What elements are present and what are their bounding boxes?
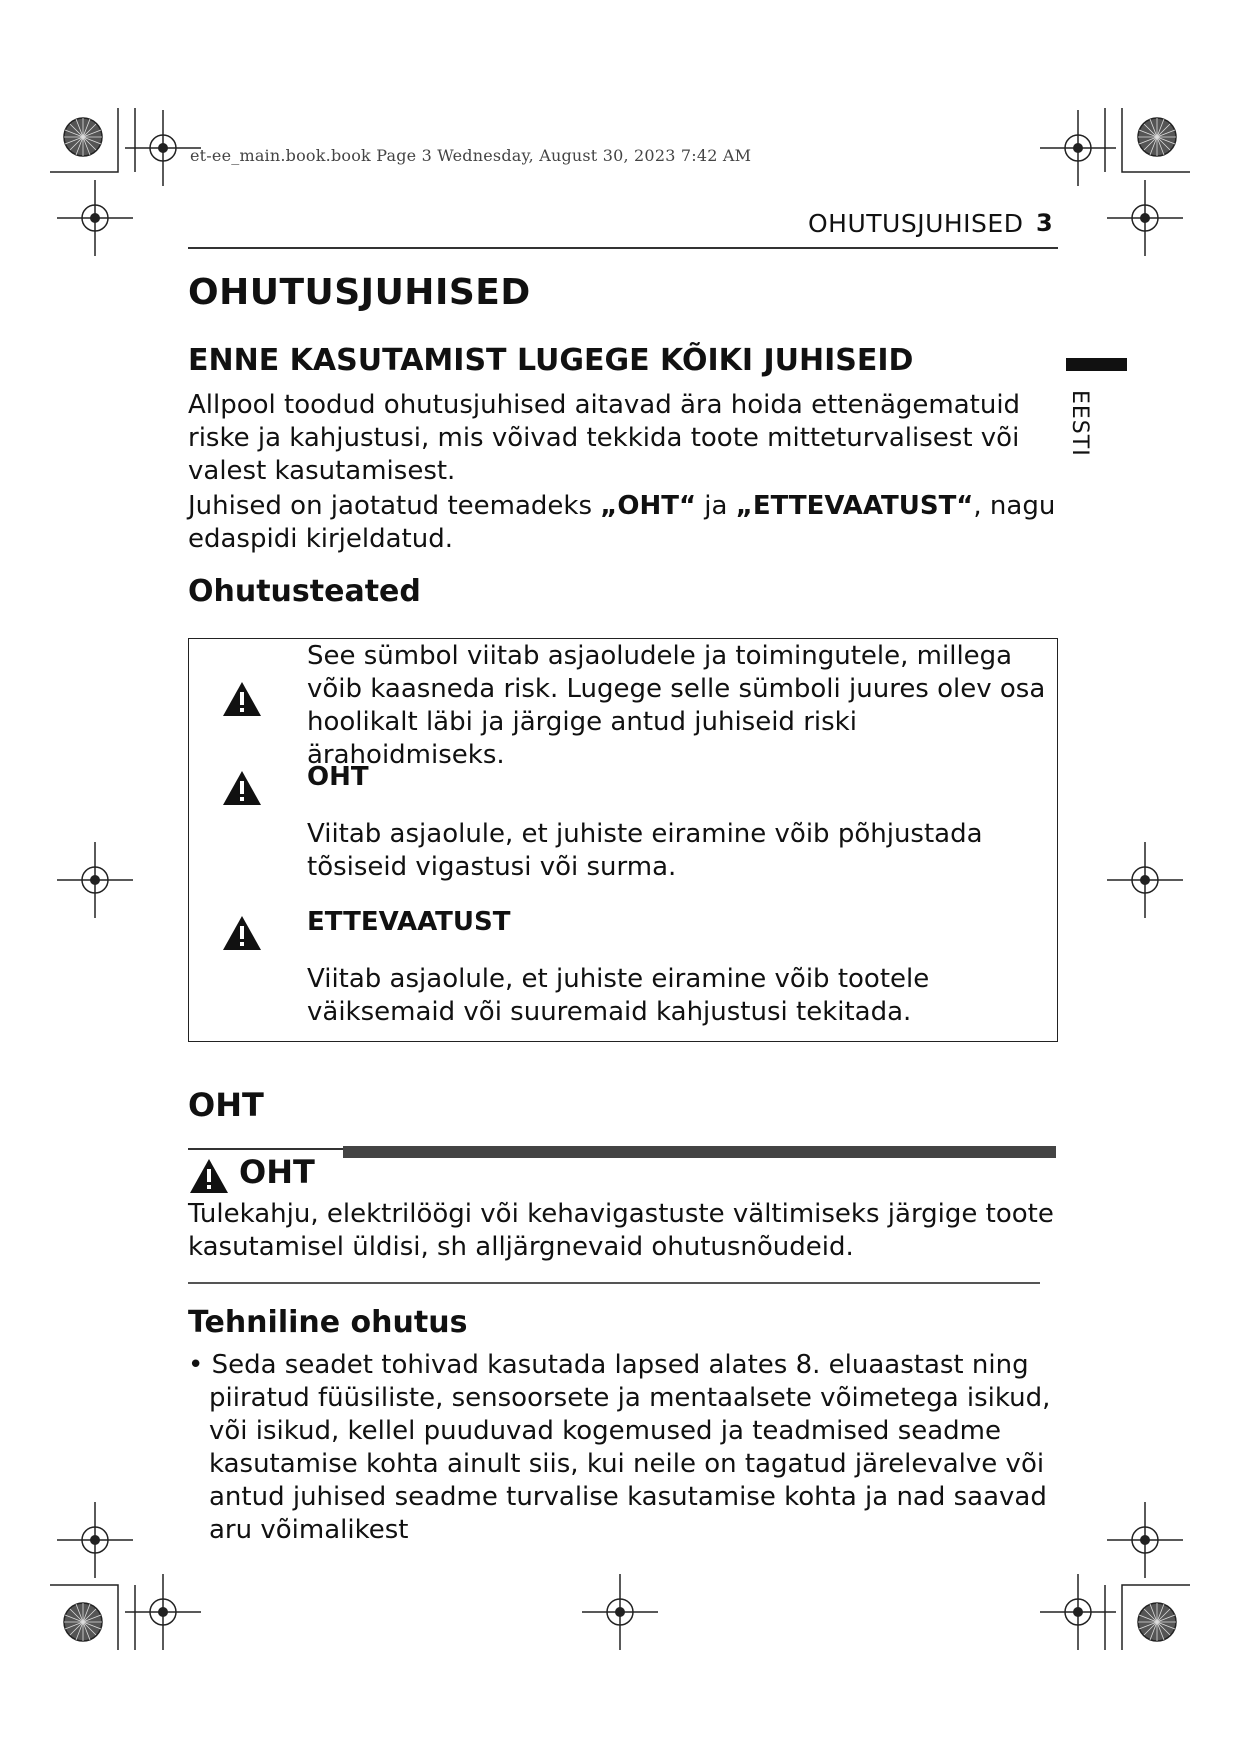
danger-warning-icon — [221, 769, 263, 807]
topic-ettevaatust: „ETTEVAATUST“ — [735, 491, 974, 521]
page-number: 3 — [1036, 209, 1053, 237]
print-info: et-ee_main.book.book Page 3 Wednesday, August 30, 2023 7:42 AM — [190, 146, 752, 165]
danger-header-bar — [343, 1146, 1056, 1158]
topics-suffix: , nagu edaspidi kirjeldatud. — [188, 491, 1056, 554]
oht-description: Viitab asjaolule, et juhiste eiramine võib põhjustada tõsiseid vigastusi või surma. — [307, 819, 983, 882]
oht-section-heading: OHT — [188, 1086, 264, 1124]
language-tab-bar — [1066, 358, 1127, 371]
danger-title-warning-icon — [188, 1157, 230, 1195]
danger-body: Tulekahju, elektrilöögi või kehavigastuste vältimiseks järgige toote kasutamisel üldisi, sh alljärgnevaid ohutusnõudeid. — [188, 1199, 1054, 1262]
intro-paragraph: Allpool toodud ohutusjuhised aitavad ära hoida ettenägematuid riske ja kahjustusi, mis võivad tekkida toote mitteturvalisest või valest kasutamisest. — [188, 390, 1021, 486]
running-header-title: OHUTUSJUHISED — [808, 209, 1024, 238]
header-rule — [188, 247, 1058, 249]
ettevaatust-label: ETTEVAATUST — [307, 907, 511, 937]
ettevaatust-description: Viitab asjaolule, et juhiste eiramine võib tootele väiksemaid või suuremaid kahjustusi tekitada. — [307, 964, 930, 1027]
language-tab-label: EESTI — [1067, 390, 1092, 457]
oht-label: OHT — [307, 762, 369, 792]
danger-title: OHT — [239, 1153, 315, 1191]
section-heading: ENNE KASUTAMIST LUGEGE KÕIKI JUHISEID — [188, 343, 914, 378]
list-item: • Seda seadet tohivad kasutada lapsed alates 8. eluaastast ning piiratud füüsiliste, sensoorsete ja mentaalsete võimetega isikud, või isikud, kellel puuduvad kogemused ja teadmised seadme kasutamise kohta ainult siis, kui neile on tagatud järelevalve või antud juhised seadme turvalise kasutamise kohta ja nad saavad aru võimalikest — [188, 1349, 1068, 1547]
caution-warning-icon — [221, 914, 263, 952]
warning-triangle-icon — [221, 680, 263, 718]
danger-bottom-rule — [188, 1282, 1040, 1284]
topics-paragraph — [188, 490, 1058, 556]
danger-header-thin-rule — [188, 1148, 343, 1150]
topics-prefix: Juhised on jaotatud teemadeks — [188, 491, 601, 521]
symbol-description: See sümbol viitab asjaoludele ja toimingutele, millega võib kaasneda risk. Lugege selle sümboli juures olev osa hoolikalt läbi ja järgige antud juhiseid riski ärahoidmiseks. — [307, 641, 1046, 770]
notices-heading: Ohutusteated — [188, 574, 421, 609]
page-title: OHUTUSJUHISED — [188, 272, 531, 313]
topics-middle: ja — [696, 491, 736, 521]
technical-safety-heading: Tehniline ohutus — [188, 1305, 468, 1340]
technical-safety-list — [188, 1349, 1068, 1547]
topic-oht: „OHT“ — [600, 491, 697, 521]
